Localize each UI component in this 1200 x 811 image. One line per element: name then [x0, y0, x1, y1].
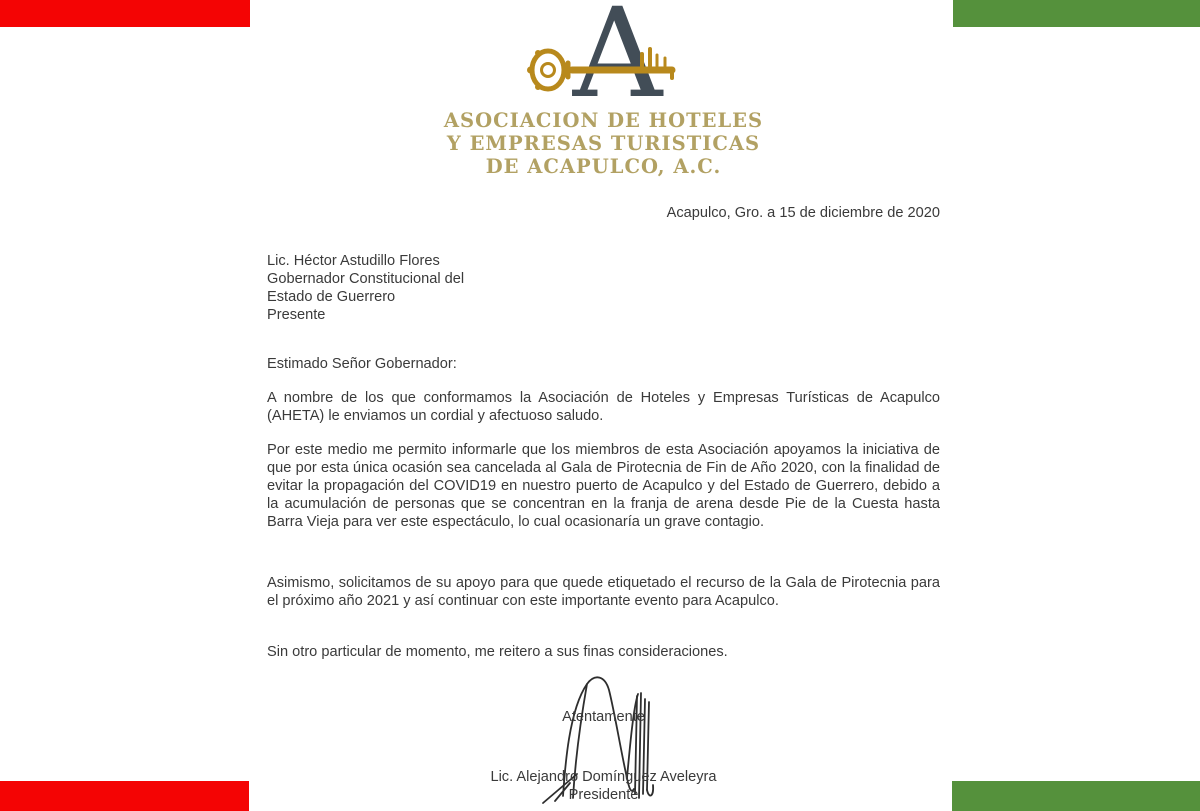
recipient-title-2: Estado de Guerrero: [267, 289, 396, 305]
recipient-block: [267, 252, 940, 324]
closing-block: [267, 662, 940, 811]
frame-bar-top-left: [0, 0, 250, 27]
org-name: [267, 109, 940, 178]
golden-key-icon: [526, 40, 686, 100]
recipient-presente: Presente: [267, 307, 326, 323]
date-line: Acapulco, Gro. a 15 de diciembre de 2020: [666, 205, 940, 221]
paragraph-3: Asimismo, solicitamos de su apoyo para que quede etiquetado el recurso de la Gala de Pirotecnia para el próximo año 2021 y así continuar con este importante evento para Acapulco.: [267, 575, 940, 609]
salutation: Estimado Señor Gobernador:: [267, 356, 457, 372]
frame-bar-top-right: [953, 0, 1200, 27]
frame-bar-bottom-right: [952, 781, 1200, 811]
paragraph-1: A nombre de los que conformamos la Asociación de Hoteles y Empresas Turísticas de Acapulco (AHETA) le enviamos un cordial y afectuoso saludo.: [267, 390, 940, 424]
org-name-line-3: DE ACAPULCO, A.C.: [485, 155, 722, 178]
letter-page: [267, 0, 940, 811]
recipient-name: Lic. Héctor Astudillo Flores: [267, 253, 440, 269]
paragraph-4: Sin otro particular de momento, me reitero a sus finas consideraciones.: [267, 644, 728, 660]
signer-title: Presidente: [568, 787, 639, 803]
recipient-title-1: Gobernador Constitucional del: [267, 271, 465, 287]
paragraph-2: Por este medio me permito informarle que los miembros de esta Asociación apoyamos la iniciativa de que por esta única ocasión sea cancelada al Gala de Pirotecnia de Fin de Año 2020, con la finalidad de evitar la propagación del COVID19 en nuestro puerto de Acapulco y del Estado de Guerrero, debido a la acumulación de personas que se concentran en la franja de arena desde Pie de la Cuesta hasta Barra Vieja para ver este espectáculo, lo cual ocasionaría un grave contagio.: [267, 442, 940, 530]
closing-word: Atentamente: [562, 709, 645, 725]
signer-name: Lic. Alejandro Domínguez Aveleyra: [490, 769, 717, 785]
org-name-line-2: Y EMPRESAS TURISTICAS: [446, 132, 761, 155]
org-name-line-1: ASOCIACION DE HOTELES: [443, 109, 764, 132]
logo-letter-a: A: [572, 0, 663, 126]
frame-bar-bottom-left: [0, 781, 249, 811]
